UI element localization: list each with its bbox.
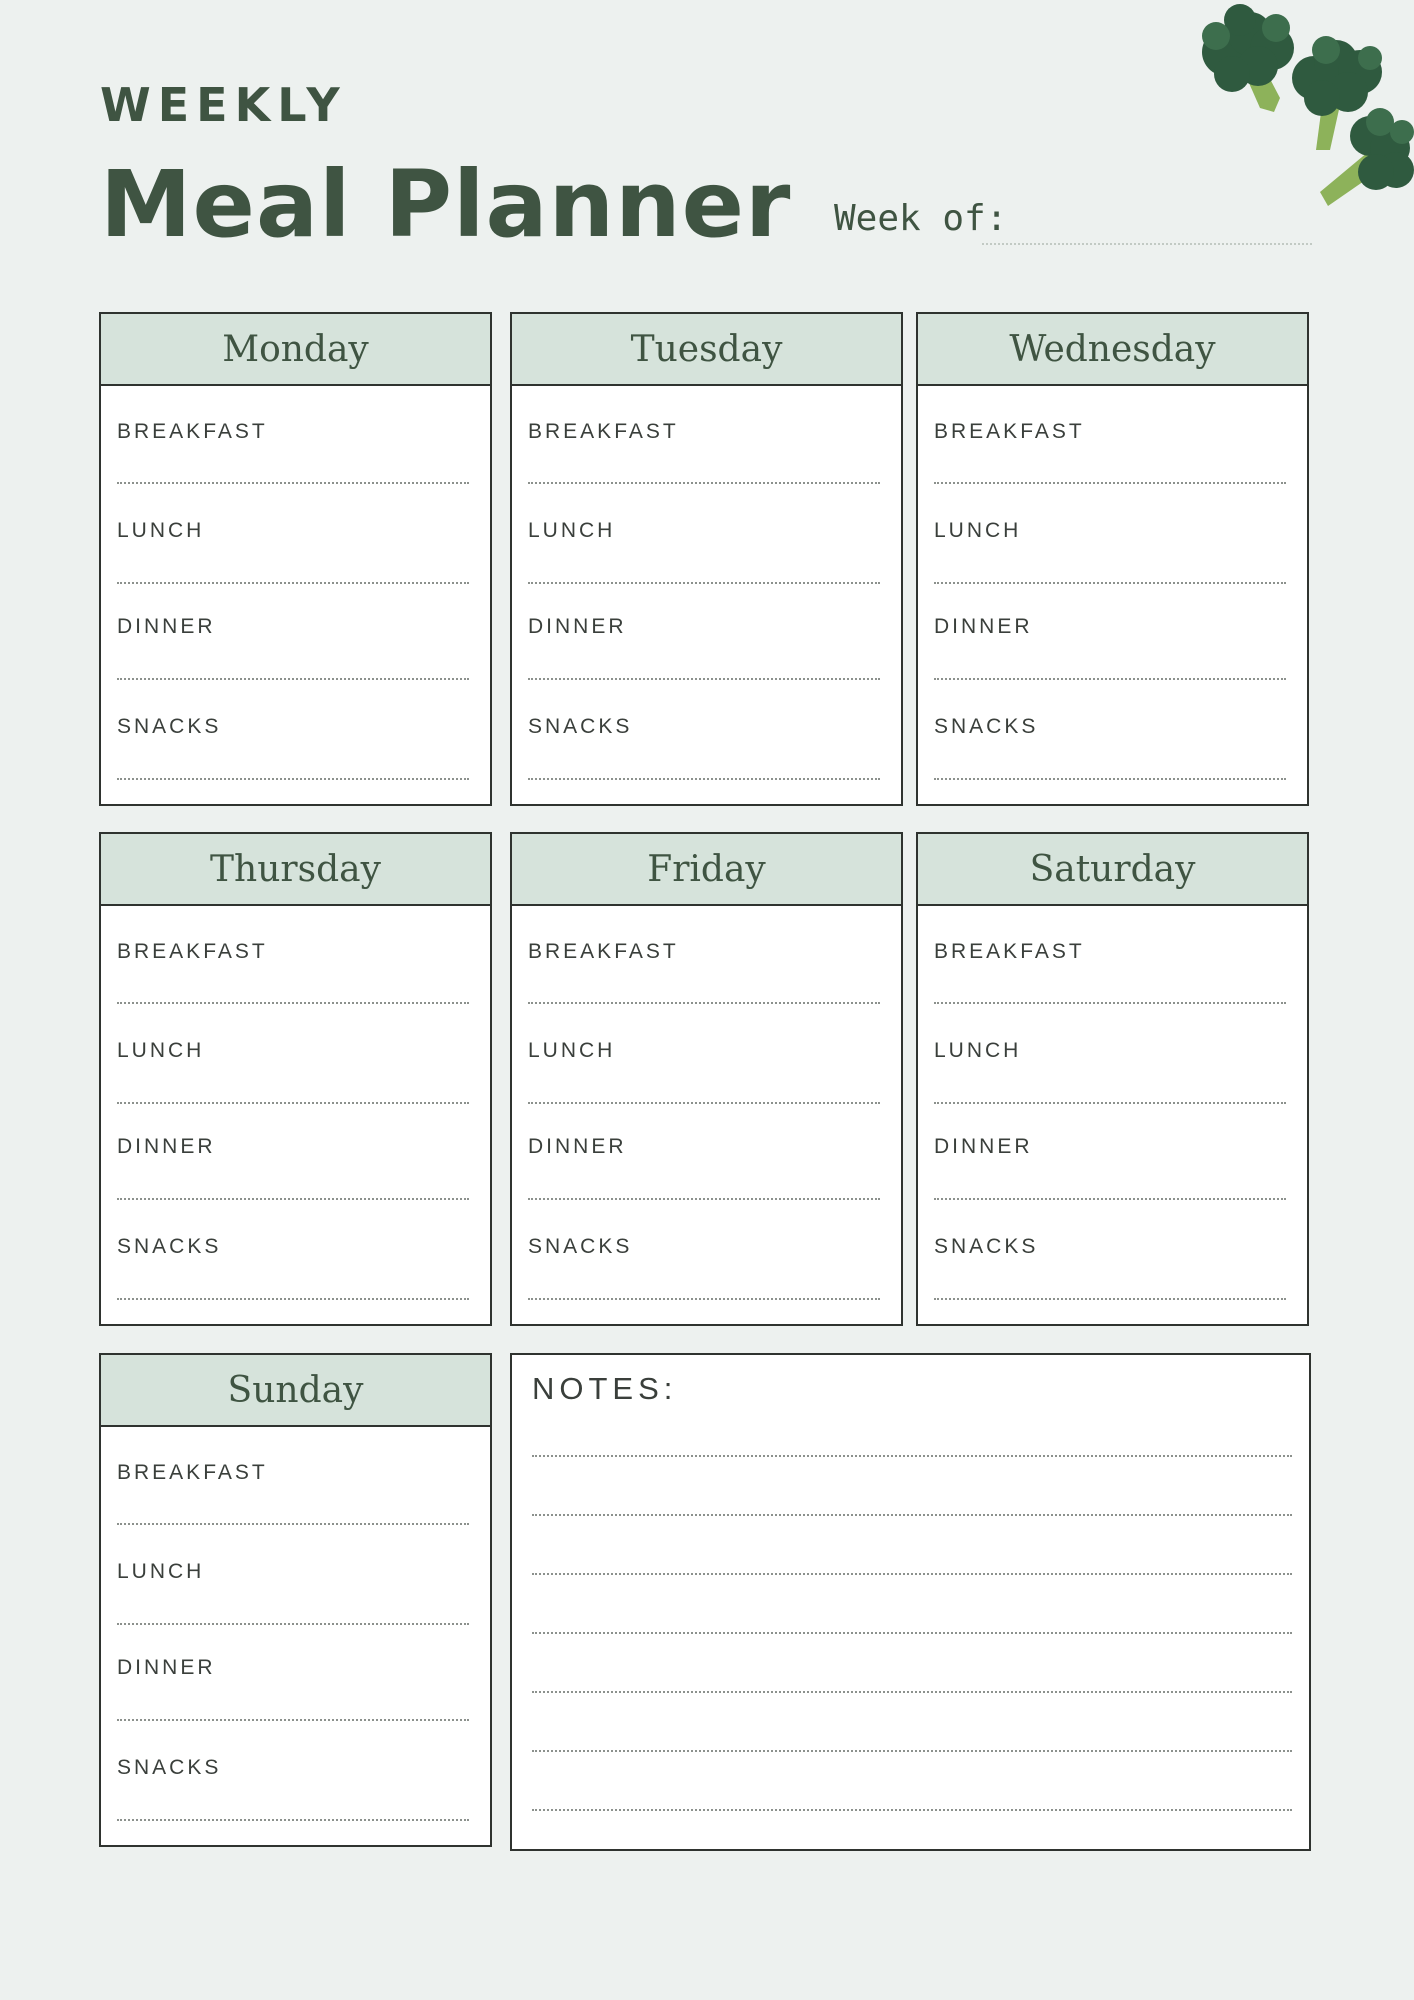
meal-label-dinner: DINNER [934, 1135, 1033, 1158]
meal-label-dinner: DINNER [117, 615, 216, 638]
meal-entry-line-breakfast[interactable] [528, 1002, 880, 1004]
meal-label-breakfast: BREAKFAST [528, 420, 679, 443]
day-card-wednesday [916, 312, 1309, 806]
meal-entry-line-snacks[interactable] [117, 1298, 469, 1300]
meal-label-lunch: LUNCH [528, 1039, 616, 1062]
meal-label-snacks: SNACKS [528, 1235, 633, 1258]
notes-line[interactable] [532, 1573, 1292, 1575]
day-name: Friday [512, 834, 901, 906]
day-card-tuesday [510, 312, 903, 806]
meal-entry-line-dinner[interactable] [934, 1198, 1286, 1200]
meal-entry-line-snacks[interactable] [117, 778, 469, 780]
meal-label-snacks: SNACKS [934, 1235, 1039, 1258]
week-of-label: Week of: [834, 198, 1008, 239]
meal-entry-line-breakfast[interactable] [934, 1002, 1286, 1004]
notes-card[interactable] [510, 1353, 1311, 1851]
meal-label-lunch: LUNCH [117, 1560, 205, 1583]
day-name: Tuesday [512, 314, 901, 386]
meal-entry-line-breakfast[interactable] [117, 1523, 469, 1525]
day-card-monday [99, 312, 492, 806]
day-card-sunday [99, 1353, 492, 1847]
notes-line[interactable] [532, 1455, 1292, 1457]
header-weekly: WEEKLY [100, 78, 347, 132]
meal-entry-line-snacks[interactable] [528, 1298, 880, 1300]
week-of-field[interactable] [982, 243, 1312, 245]
meal-label-dinner: DINNER [934, 615, 1033, 638]
meal-entry-line-dinner[interactable] [117, 1198, 469, 1200]
meal-label-dinner: DINNER [117, 1656, 216, 1679]
meal-label-lunch: LUNCH [934, 1039, 1022, 1062]
meal-label-lunch: LUNCH [117, 519, 205, 542]
day-name: Wednesday [918, 314, 1307, 386]
meal-entry-line-snacks[interactable] [934, 778, 1286, 780]
meal-entry-line-lunch[interactable] [528, 1102, 880, 1104]
meal-label-breakfast: BREAKFAST [117, 1461, 268, 1484]
notes-line[interactable] [532, 1691, 1292, 1693]
meal-entry-line-breakfast[interactable] [528, 482, 880, 484]
meal-entry-line-lunch[interactable] [934, 1102, 1286, 1104]
meal-label-lunch: LUNCH [117, 1039, 205, 1062]
notes-line[interactable] [532, 1809, 1292, 1811]
meal-entry-line-lunch[interactable] [117, 582, 469, 584]
meal-label-dinner: DINNER [528, 1135, 627, 1158]
notes-title: NOTES: [532, 1371, 678, 1406]
meal-entry-line-snacks[interactable] [117, 1819, 469, 1821]
page-title: Meal Planner [100, 151, 792, 258]
meal-label-breakfast: BREAKFAST [934, 420, 1085, 443]
meal-entry-line-snacks[interactable] [528, 778, 880, 780]
meal-entry-line-breakfast[interactable] [934, 482, 1286, 484]
meal-label-breakfast: BREAKFAST [117, 940, 268, 963]
meal-label-dinner: DINNER [117, 1135, 216, 1158]
meal-label-snacks: SNACKS [934, 715, 1039, 738]
meal-label-breakfast: BREAKFAST [528, 940, 679, 963]
day-name: Thursday [101, 834, 490, 906]
day-card-friday [510, 832, 903, 1326]
meal-label-dinner: DINNER [528, 615, 627, 638]
broccoli-icon [1176, 0, 1414, 215]
day-name: Sunday [101, 1355, 490, 1427]
meal-label-snacks: SNACKS [117, 1235, 222, 1258]
notes-line[interactable] [532, 1750, 1292, 1752]
meal-entry-line-dinner[interactable] [117, 678, 469, 680]
day-card-thursday [99, 832, 492, 1326]
meal-entry-line-dinner[interactable] [528, 1198, 880, 1200]
meal-label-snacks: SNACKS [117, 1756, 222, 1779]
day-card-saturday [916, 832, 1309, 1326]
meal-entry-line-dinner[interactable] [934, 678, 1286, 680]
meal-entry-line-dinner[interactable] [117, 1719, 469, 1721]
meal-entry-line-lunch[interactable] [117, 1623, 469, 1625]
meal-label-breakfast: BREAKFAST [934, 940, 1085, 963]
broccoli-1-icon [1202, 4, 1294, 112]
notes-line[interactable] [532, 1514, 1292, 1516]
meal-entry-line-lunch[interactable] [528, 582, 880, 584]
meal-label-snacks: SNACKS [528, 715, 633, 738]
meal-entry-line-snacks[interactable] [934, 1298, 1286, 1300]
meal-label-lunch: LUNCH [528, 519, 616, 542]
meal-label-breakfast: BREAKFAST [117, 420, 268, 443]
meal-label-snacks: SNACKS [117, 715, 222, 738]
meal-label-lunch: LUNCH [934, 519, 1022, 542]
notes-line[interactable] [532, 1632, 1292, 1634]
day-name: Saturday [918, 834, 1307, 906]
meal-entry-line-breakfast[interactable] [117, 482, 469, 484]
meal-entry-line-lunch[interactable] [117, 1102, 469, 1104]
day-name: Monday [101, 314, 490, 386]
meal-entry-line-breakfast[interactable] [117, 1002, 469, 1004]
meal-entry-line-dinner[interactable] [528, 678, 880, 680]
meal-entry-line-lunch[interactable] [934, 582, 1286, 584]
